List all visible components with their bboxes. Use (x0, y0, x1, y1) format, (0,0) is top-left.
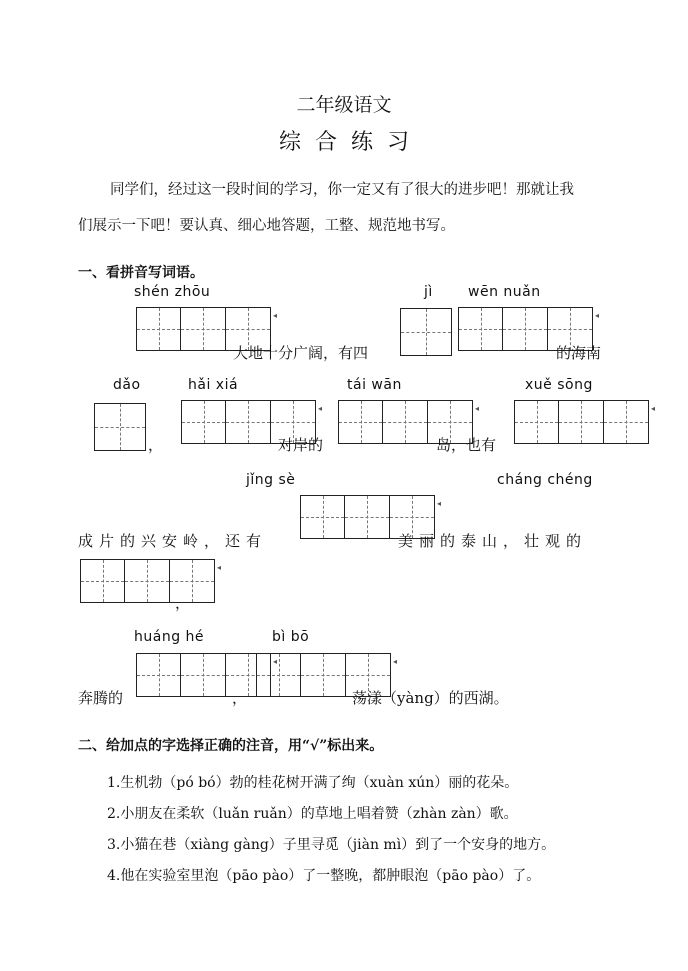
answer-box-wennuan[interactable]: ◂ (458, 307, 593, 351)
pinyin-bi-bo: bì bō (272, 629, 310, 645)
text-comma-3: ， (232, 689, 248, 707)
answer-box-huanghe[interactable]: ◂ (136, 653, 271, 697)
pinyin-hai-xia: hǎi xiá (188, 377, 239, 393)
text-comma-1: ， (148, 436, 164, 454)
subject-title: 二年级语文 (296, 94, 392, 116)
answer-box-shenzhou[interactable]: ◂ (136, 307, 271, 351)
text-line-2b: 岛，也有 (436, 436, 497, 454)
text-line-1a: 大地十分广阔，有四 (233, 344, 369, 362)
question-3: 3.小猫在巷（xiàng gàng）子里寻觅（jiàn mì）到了一个安身的地方。 (107, 837, 556, 853)
pinyin-shen-zhou: shén zhōu (134, 284, 211, 300)
answer-box-taiwan[interactable]: ◂ (338, 400, 473, 444)
pinyin-wen-nuan: wēn nuǎn (468, 284, 541, 300)
answer-box-xuesong[interactable]: ◂ (514, 400, 649, 444)
text-line-2a: 对岸的 (278, 436, 324, 454)
question-2: 2.小朋友在柔软（luǎn ruǎn）的草地上唱着赞（zhàn zàn）歌。 (107, 806, 518, 822)
answer-box-ji[interactable] (400, 308, 452, 356)
text-line-4a: 奔腾的 (78, 689, 124, 707)
text-line-4b: 荡漾（yàng）的西湖。 (352, 689, 509, 707)
text-line-3b: 美丽的泰山，壮观的 (398, 532, 588, 550)
answer-box-bibo[interactable]: ◂ (256, 653, 391, 697)
intro-line-2: 们展示一下吧！要认真、细心地答题，工整、规范地书写。 (78, 218, 455, 234)
text-line-3a: 成片的兴安岭，还有 (78, 532, 268, 550)
pinyin-jing-se: jǐng sè (246, 472, 296, 488)
pinyin-tai-wan: tái wān (347, 377, 402, 393)
answer-box-dao[interactable] (94, 403, 146, 451)
pinyin-huang-he: huáng hé (134, 629, 205, 645)
text-line-1b: 的海南 (556, 344, 602, 362)
answer-box-jingse[interactable]: ◂ (300, 495, 435, 539)
page-title: 综合练习 (278, 130, 423, 155)
question-1: 1.生机勃（pó bó）勃的桂花树开满了绚（xuàn xún）丽的花朵。 (107, 775, 519, 791)
answer-box-changcheng[interactable]: ◂ (80, 559, 215, 603)
pinyin-xue-song: xuě sōng (525, 377, 593, 393)
section-1-heading: 一、看拼音写词语。 (78, 265, 204, 281)
intro-line-1: 同学们，经过这一段时间的学习，你一定又有了很大的进步吧！那就让我 (110, 182, 574, 198)
pinyin-ji: jì (424, 284, 433, 300)
pinyin-chang-cheng: cháng chéng (497, 472, 593, 488)
answer-box-haixia[interactable]: ◂ (181, 400, 316, 444)
question-4: 4.他在实验室里泡（pāo pào）了一整晚，都肿眼泡（pāo pào）了。 (107, 868, 541, 884)
pinyin-dao: dǎo (113, 377, 141, 393)
text-comma-2: ， (175, 594, 191, 612)
section-2-heading: 二、给加点的字选择正确的注音，用“√”标出来。 (78, 738, 384, 754)
